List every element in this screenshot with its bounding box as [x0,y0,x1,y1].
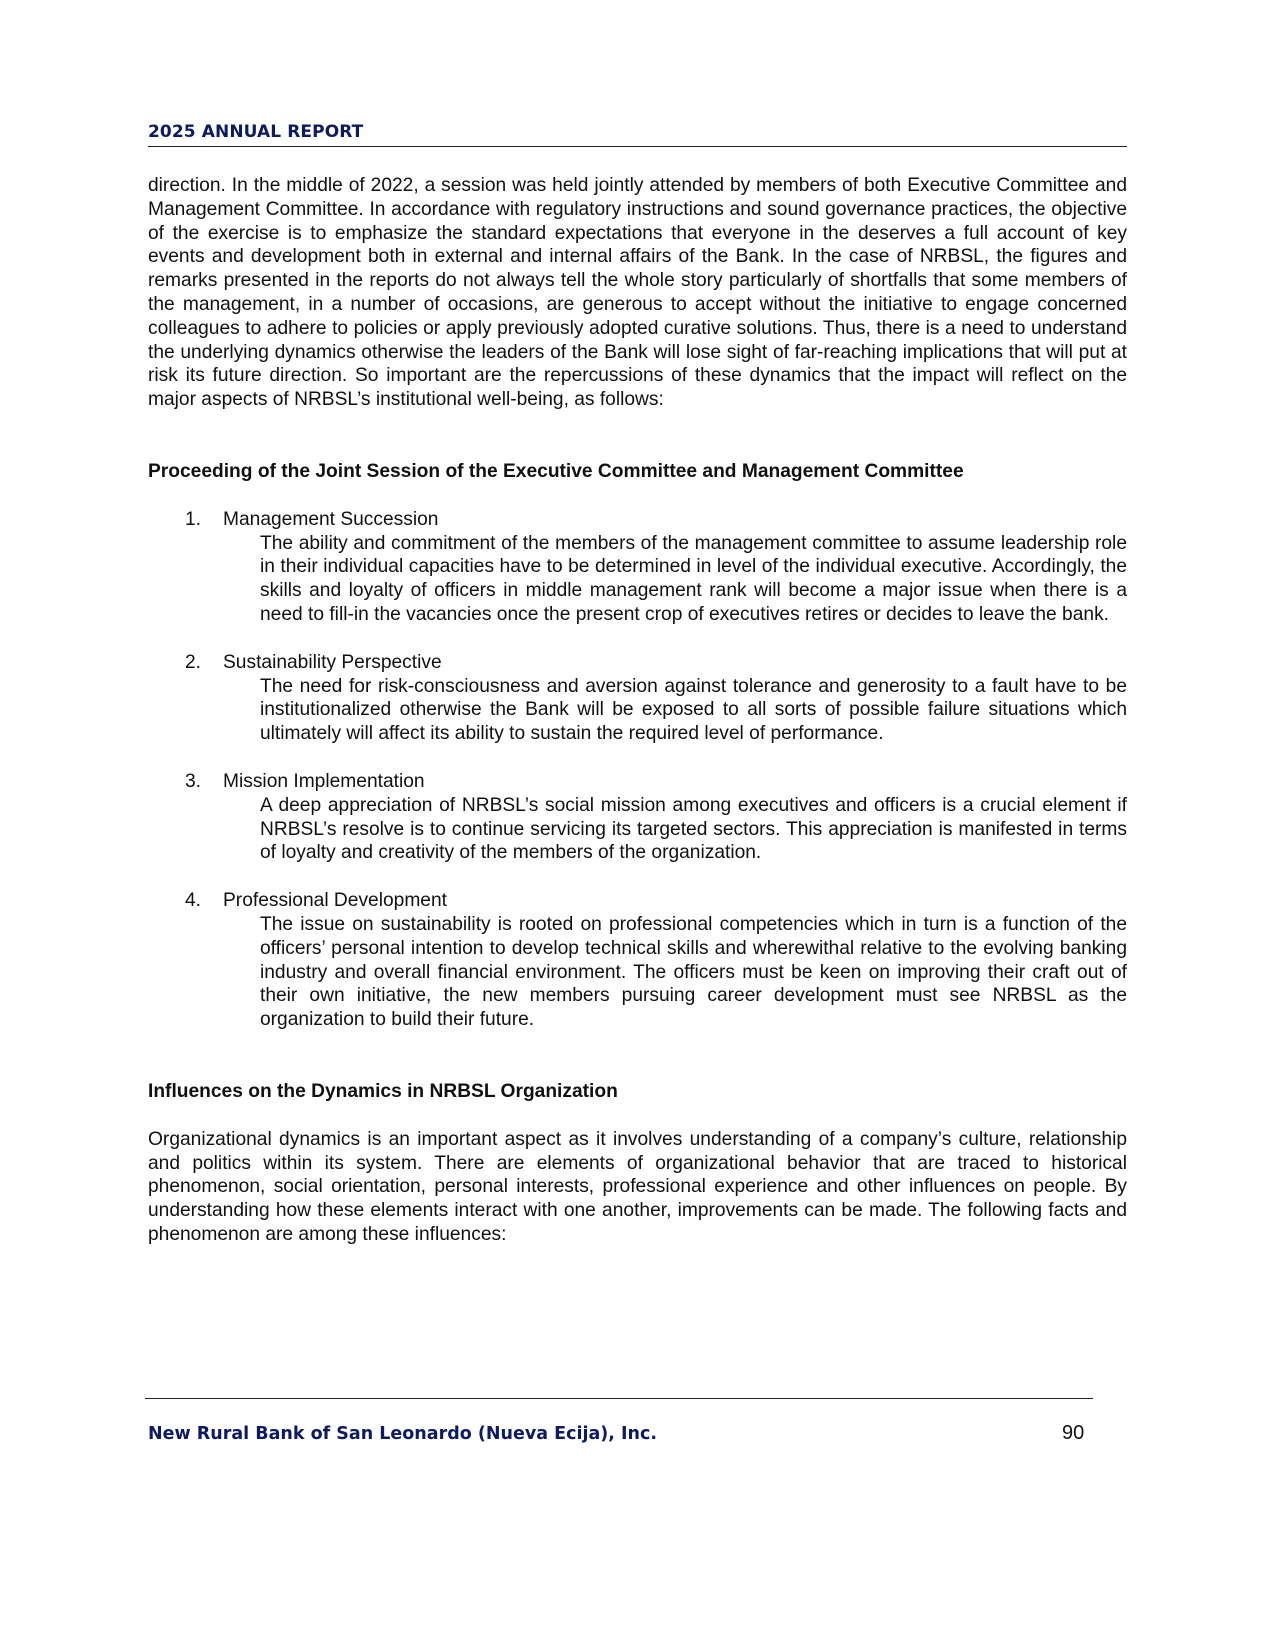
intro-paragraph: direction. In the middle of 2022, a session was held jointly attended by members of both Executive Committee and Management Committee. In accordance with regulatory instructions and sound governance practices, the objective of the exercise is to emphasize the standard expectations that everyone in the deserves a full account of key events and development both in external and internal affairs of the Bank. In the case of NRBSL, the figures and remarks presented in the reports do not always tell the whole story particularly of shortfalls that some members of the management, in a number of occasions, are generous to accept without the initiative to engage concerned colleagues to adhere to policies or apply previously adopted curative solutions. Thus, there is a need to understand the underlying dynamics otherwise the leaders of the Bank will lose sight of far-reaching implications that will put at risk its future direction. So important are the repercussions of these dynamics that the impact will reflect on the major aspects of NRBSL’s institutional well-being, as follows: [148,175,1127,411]
list-item-body: A deep appreciation of NRBSL’s social mission among executives and officers is a crucial element if NRBSL’s resolve is to continue servicing its targeted sectors. This appreciation is manifested in terms of loyalty and creativity of the members of the organization. [260,794,1127,864]
list-item [148,889,1127,1032]
list-item-body: The ability and commitment of the members of the management committee to assume leadership role in their individual capacities have to be determined in level of the individual executive. Accordingly, the skills and loyalty of officers in middle management rank will become a major issue when there is a need to fill-in the vacancies once the present crop of executives retires or decides to leave the bank. [260,532,1127,625]
list-item-number: 2. [185,651,202,673]
page-content [148,174,1127,1247]
footer-divider [145,1398,1093,1399]
report-title: 2025 ANNUAL REPORT [148,122,364,142]
list-item-title: Management Succession [223,508,439,530]
list-item [148,651,1127,746]
section-heading-joint-session: Proceeding of the Joint Session of the Executive Committee and Management Committee [148,460,964,482]
list-item-title: Mission Implementation [223,770,425,792]
list-item-title: Sustainability Perspective [223,651,442,673]
list-item [148,770,1127,865]
list-item [148,508,1127,627]
page-number: 90 [1062,1422,1085,1444]
list-item-body: The need for risk-consciousness and aversion against tolerance and generosity to a fault have to be institutionalized otherwise the Bank will be exposed to all sorts of possible failure situations which ultimately will affect its ability to sustain the required level of performance. [260,675,1127,745]
list-item-number: 4. [185,890,202,912]
list-item-number: 3. [185,770,202,792]
page-header [148,122,1127,147]
list-item-number: 1. [185,508,202,530]
footer-organization: New Rural Bank of San Leonardo (Nueva Ecija), Inc. [148,1424,657,1444]
dynamics-list [148,508,1127,1032]
section-heading-influences: Influences on the Dynamics in NRBSL Organization [148,1080,618,1102]
influences-paragraph: Organizational dynamics is an important aspect as it involves understanding of a company’s culture, relationship and politics within its system. There are elements of organizational behavior that are traced to historical phenomenon, social orientation, personal interests, professional experience and other influences on people. By understanding how these elements interact with one another, improvements can be made. The following facts and phenomenon are among these influences: [148,1128,1127,1245]
list-item-body: The issue on sustainability is rooted on professional competencies which in turn is a function of the officers’ personal intention to develop technical skills and wherewithal relative to the evolving banking industry and overall financial environment. The officers must be keen on improving their craft out of their own initiative, the new members pursuing career development must see NRBSL as the organization to build their future. [260,913,1127,1031]
list-item-title: Professional Development [223,890,447,912]
